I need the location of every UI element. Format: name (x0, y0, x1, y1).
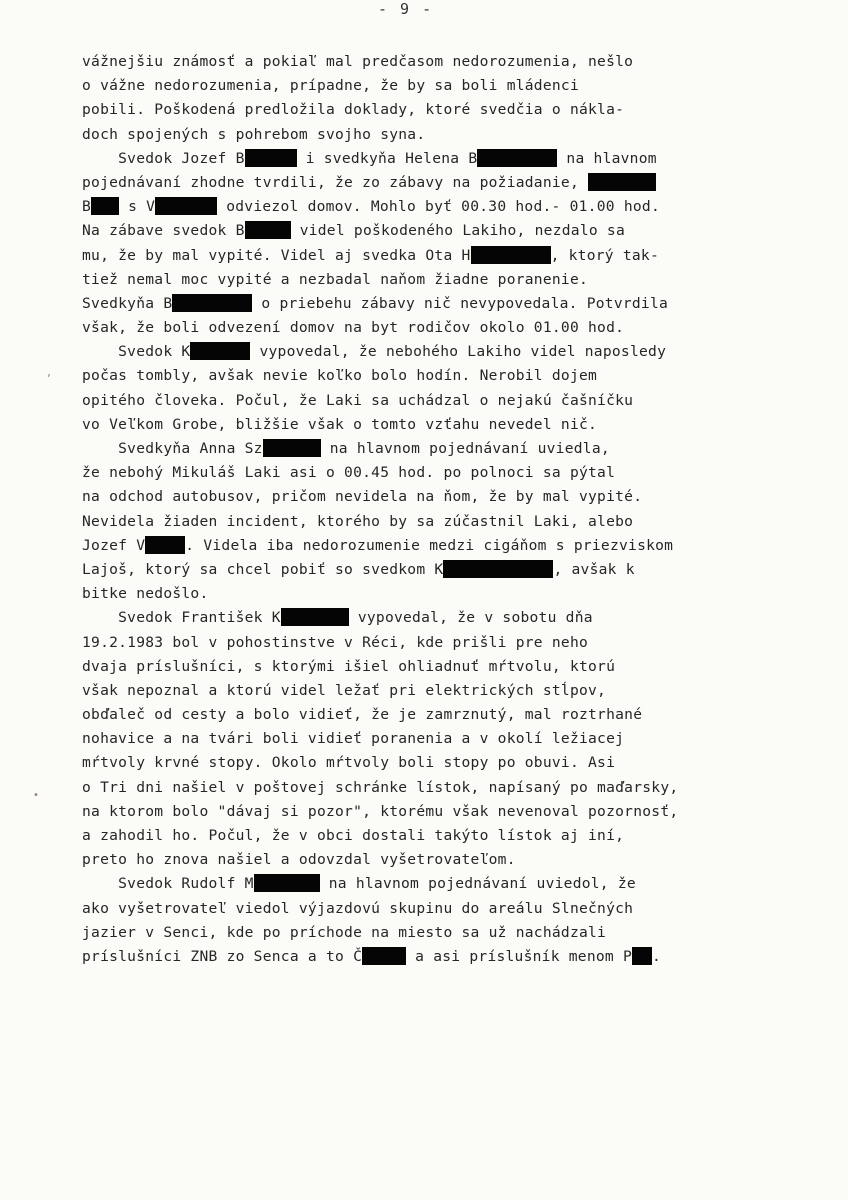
text-line (82, 751, 772, 775)
text-segment: Svedok K (82, 343, 191, 361)
text-line (82, 147, 772, 171)
text-segment: však nepoznal a ktorú videl ležať pri elektrických stĺpov, (82, 681, 607, 699)
text-segment: vypovedal, že nebohého Lakiho videl naposledy (250, 343, 667, 361)
text-segment: Svedok Rudolf M (82, 875, 254, 893)
text-line (82, 776, 772, 800)
redaction-bar (632, 947, 652, 965)
margin-dot: • (33, 790, 39, 801)
text-segment: opitého človeka. Počul, že Laki sa uchádzal o nejakú čašníčku (82, 391, 634, 409)
text-segment: B (82, 198, 92, 216)
text-segment: mu, že by mal vypité. Videl aj svedka Ota H (82, 246, 471, 264)
text-segment: na hlavnom pojednávaní uviedol, že (319, 875, 636, 893)
text-line (82, 631, 772, 655)
redaction-bar (190, 342, 250, 360)
text-line (82, 485, 772, 509)
redaction-bar (91, 197, 119, 215)
text-segment: počas tombly, avšak nevie koľko bolo hodín. Nerobil dojem (82, 367, 598, 385)
text-line (82, 800, 772, 824)
redaction-bar (245, 149, 297, 167)
text-segment: Na zábave svedok B (82, 222, 245, 240)
text-segment: preto ho znova našiel a odovzdal vyšetrovateľom. (82, 851, 516, 869)
text-segment: Jozef V (82, 536, 146, 554)
text-segment: dvaja príslušníci, s ktorými išiel ohliadnuť mŕtvolu, ktorú (82, 657, 616, 675)
text-segment: obďaleč od cesty a bolo vidieť, že je zamrznutý, mal roztrhané (82, 706, 643, 724)
redaction-bar (263, 439, 321, 457)
text-line (82, 98, 772, 122)
redaction-bar (443, 560, 553, 578)
redaction-bar (155, 197, 217, 215)
text-segment: príslušníci ZNB zo Senca a to Č (82, 947, 363, 965)
text-segment: Svedkyňa B (82, 294, 173, 312)
typed-text-body (82, 50, 772, 969)
text-segment: Svedkyňa Anna Sz (82, 440, 263, 457)
redaction-bar (471, 246, 551, 264)
text-line (82, 534, 772, 558)
text-segment: vypovedal, že v sobotu dňa (348, 609, 593, 627)
text-segment: . Videla iba nedorozumenie medzi cigáňom s priezviskom (185, 536, 674, 554)
text-segment: Svedok František K (82, 609, 281, 627)
text-line (82, 679, 772, 703)
text-line (82, 655, 772, 679)
text-segment: , avšak k (553, 560, 635, 578)
text-line (82, 195, 772, 219)
text-line (82, 268, 772, 292)
text-line (82, 606, 772, 630)
text-line (82, 897, 772, 921)
text-segment: na hlavnom pojednávaní uviedla, (320, 440, 610, 457)
text-segment: tiež nemal moc vypité a nezbadal naňom žiadne poranenie. (82, 270, 589, 288)
redaction-bar (172, 294, 252, 312)
text-line (82, 945, 772, 969)
text-segment: však, že boli odvezení domov na byt rodičov okolo 01.00 hod. (82, 319, 625, 337)
text-line (82, 340, 772, 364)
text-line (82, 389, 772, 413)
text-line (82, 316, 772, 340)
text-segment: že nebohý Mikuláš Laki asi o 00.45 hod. po polnoci sa pýtal (82, 464, 616, 482)
text-line (82, 848, 772, 872)
text-segment: i svedkyňa Helena B (296, 149, 478, 167)
text-line (82, 510, 772, 534)
redaction-bar (362, 947, 406, 965)
text-line (82, 872, 772, 896)
text-segment: o priebehu zábavy nič nevypovedala. Potvrdila (252, 294, 669, 312)
text-segment: doch spojených s pohrebom svojho syna. (82, 125, 426, 143)
margin-mark: ʼ (47, 372, 51, 386)
text-line (82, 364, 772, 388)
text-line (82, 437, 772, 461)
text-line (82, 244, 772, 268)
text-segment: Svedok Jozef B (82, 149, 245, 167)
text-segment: , ktorý tak- (550, 246, 659, 264)
text-segment: videl poškodeného Lakiho, nezdalo sa (290, 222, 625, 240)
text-line (82, 74, 772, 98)
redaction-bar (245, 221, 291, 239)
text-segment: odviezol domov. Mohlo byť 00.30 hod.- 01.00 hod. (217, 198, 660, 216)
text-segment: nohavice a na tvári boli vidieť poranenia a v okolí ležiacej (82, 730, 625, 748)
text-line (82, 461, 772, 485)
text-line (82, 219, 772, 243)
redaction-bar (254, 874, 320, 892)
text-line (82, 921, 772, 945)
page-number: - 9 - (378, 0, 434, 18)
text-segment: ako vyšetrovateľ viedol výjazdovú skupinu do areálu Slnečných (82, 899, 634, 917)
text-line (82, 50, 772, 74)
text-segment: na odchod autobusov, pričom nevidela na ňom, že by mal vypité. (82, 488, 643, 506)
text-segment: bitke nedošlo. (82, 585, 209, 603)
text-segment: s V (119, 198, 156, 216)
text-segment: pojednávaní zhodne tvrdili, že zo zábavy na požiadanie, (82, 173, 589, 191)
redaction-bar (145, 536, 185, 554)
text-segment: Lajoš, ktorý sa chcel pobiť so svedkom K (82, 560, 444, 578)
text-line (82, 558, 772, 582)
redaction-bar (477, 149, 557, 167)
text-line (82, 123, 772, 147)
text-segment: jazier v Senci, kde po príchode na miesto sa už nachádzali (82, 923, 607, 941)
text-segment: mŕtvoly krvné stopy. Okolo mŕtvoly boli stopy po obuvi. Asi (82, 754, 616, 772)
text-segment: Nevidela žiaden incident, ktorého by sa zúčastnil Laki, alebo (82, 512, 634, 530)
text-line (82, 703, 772, 727)
text-segment: 19.2.1983 bol v pohostinstve v Réci, kde prišli pre neho (82, 633, 589, 651)
text-segment: vo Veľkom Grobe, bližšie však o tomto vzťahu nevedel nič. (82, 415, 598, 433)
text-segment: o vážne nedorozumenia, prípadne, že by sa boli mládenci (82, 77, 579, 95)
text-line (82, 582, 772, 606)
text-segment: pobili. Poškodená predložila doklady, ktoré svedčia o nákla- (82, 101, 625, 119)
redaction-bar (281, 608, 349, 626)
text-segment: o Tri dni našiel v poštovej schránke lístok, napísaný po maďarsky, (82, 778, 679, 796)
text-line (82, 292, 772, 316)
text-segment: a asi príslušník menom P (406, 947, 633, 965)
text-segment: na hlavnom (557, 149, 657, 167)
text-line (82, 171, 772, 195)
text-segment: a zahodil ho. Počul, že v obci dostali takýto lístok aj iní, (82, 827, 625, 844)
text-segment: vážnejšiu známosť a pokiaľ mal predčasom nedorozumenia, nešlo (82, 53, 634, 70)
text-line (82, 413, 772, 437)
text-segment: . (652, 947, 662, 965)
redaction-bar (588, 173, 656, 191)
text-line (82, 727, 772, 751)
text-segment: na ktorom bolo "dávaj si pozor", ktorému však nevenoval pozornosť, (82, 802, 679, 820)
text-line (82, 824, 772, 848)
